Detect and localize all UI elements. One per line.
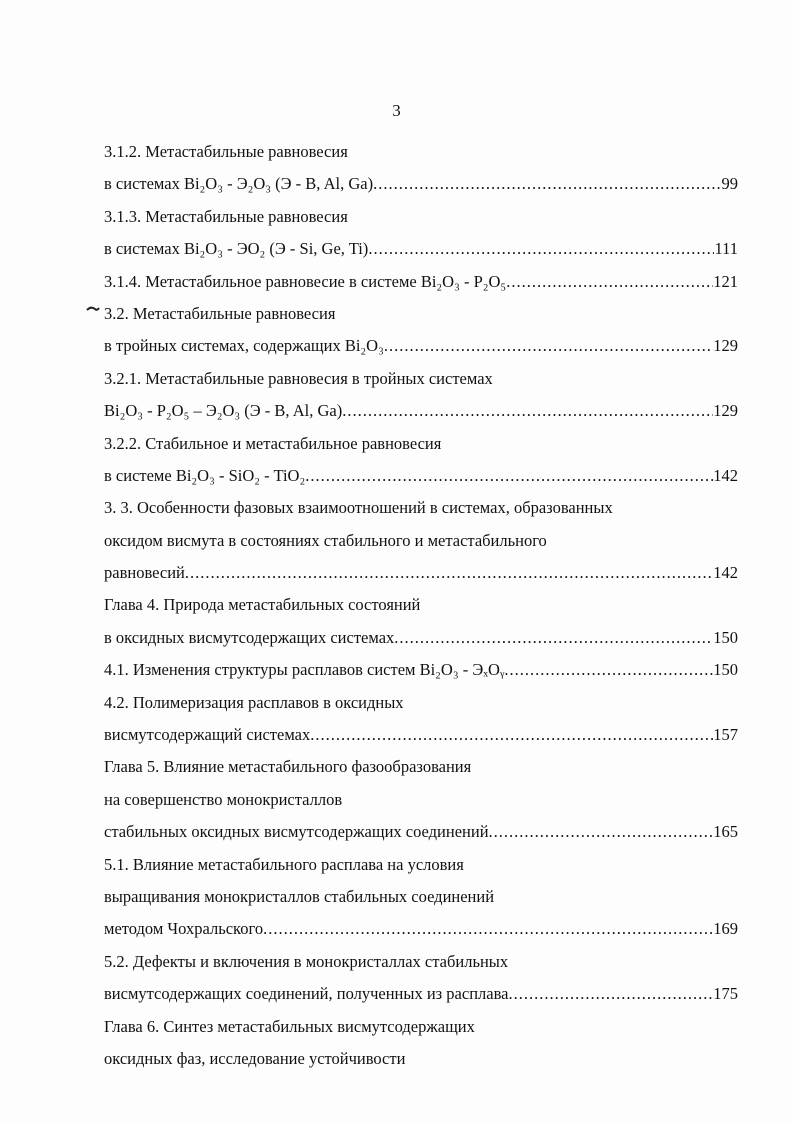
toc-line: Глава 4. Природа метастабильных состояний (104, 595, 421, 615)
toc-line: 3.2.1. Метастабильные равновесия в тройных системах (104, 368, 493, 388)
toc-entry: 4.1. Изменения структуры расплавов систем Bi₂O₃ - ЭₓOᵧ ..... 150 (104, 654, 738, 686)
toc-entry: равновесий ..... 142 (104, 557, 738, 589)
toc-entry: в системах Bi₂O₃ - Э₂O₃ (Э - B, Al, Ga) ..... 99 (104, 168, 738, 200)
ink-mark-icon (86, 305, 100, 313)
table-of-contents (104, 136, 738, 1075)
toc-line: 3.2. Метастабильные равновесия (104, 303, 336, 323)
toc-entry: висмутсодержащих соединений, полученных из расплава ..... 175 (104, 978, 738, 1010)
toc-entry: в системе Bi₂O₃ - SiO₂ - TiO₂ ..... 142 (104, 460, 738, 492)
toc-line: оксидных фаз, исследование устойчивости (104, 1048, 406, 1068)
toc-entry: 3.1.4. Метастабильное равновесие в системе Bi₂O₃ - P₂O₅ ..... 121 (104, 266, 738, 298)
toc-line: Глава 6. Синтез метастабильных висмутсодержащих (104, 1016, 475, 1036)
toc-entry: стабильных оксидных висмутсодержащих соединений ..... 165 (104, 816, 738, 848)
page-number: 3 (392, 101, 401, 120)
toc-line: 5.2. Дефекты и включения в монокристаллах стабильных (104, 951, 509, 971)
toc-line: на совершенство монокристаллов (104, 789, 343, 809)
toc-line: 5.1. Влияние метастабильного расплава на условия (104, 854, 464, 874)
toc-line: 4.2. Полимеризация расплавов в оксидных (104, 692, 404, 712)
toc-line: 3.1.3. Метастабильные равновесия (104, 206, 348, 226)
toc-line: 3.2.2. Стабильное и метастабильное равновесия (104, 433, 442, 453)
toc-line: выращивания монокристаллов стабильных соединений (104, 886, 495, 906)
toc-line: оксидом висмута в состояниях стабильного и метастабильного (104, 530, 547, 550)
toc-entry: Bi₂O₃ - P₂O₅ – Э₂O₃ (Э - B, Al, Ga) ..... 129 (104, 395, 738, 427)
toc-line: 3.1.2. Метастабильные равновесия (104, 142, 348, 161)
toc-entry: висмутсодержащий системах ..... 157 (104, 719, 738, 751)
toc-entry: в оксидных висмутсодержащих системах ..... 150 (104, 622, 738, 654)
toc-entry: в системах Bi₂O₃ - ЭO₂ (Э - Si, Ge, Ti) ..... 111 (104, 233, 738, 265)
toc-entry: в тройных системах, содержащих Bi₂O₃ ..... 129 (104, 330, 738, 362)
toc-entry: методом Чохральского ..... 169 (104, 913, 738, 945)
toc-line: 3. 3. Особенности фазовых взаимоотношений в системах, образованных (104, 498, 613, 518)
toc-line: Глава 5. Влияние метастабильного фазообразования (104, 757, 472, 777)
